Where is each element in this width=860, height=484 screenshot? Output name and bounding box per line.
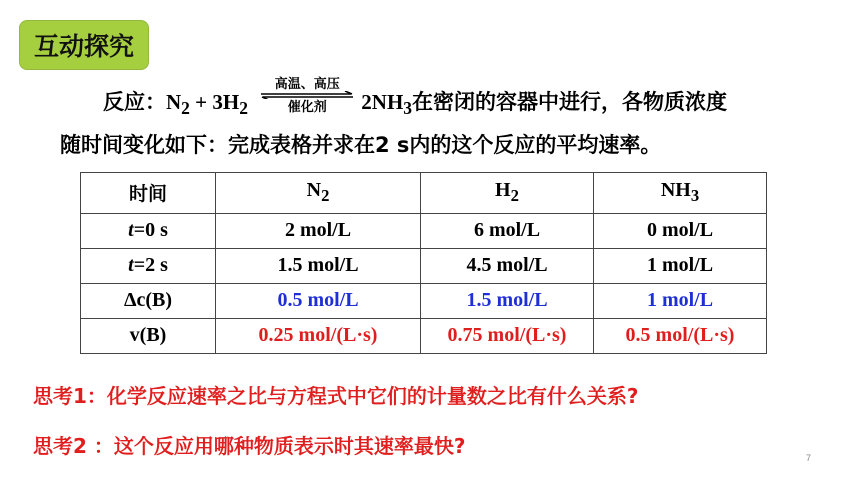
reaction-condition-bottom: 催化剂 [287,100,327,115]
reaction-suffix: 在密闭的容器中进行，各物质浓度 [412,90,728,114]
table-cell: 0.5 mol/L [216,283,421,318]
reaction-condition-top: 高温、高压 [274,77,340,92]
table-cell: 0.75 mol/(L·s) [421,318,594,353]
problem-description: 随时间变化如下：完成表格并求在2 s内的这个反应的平均速率。 [60,133,662,157]
table-row [81,318,767,353]
question-2: 思考2 ：这个反应用哪种物质表示时其速率最快? [33,434,466,458]
table-row [81,283,767,318]
row-label: t=0 s [81,213,216,248]
table-row [81,248,767,283]
table-header-row [81,173,767,214]
reaction-equation [103,77,728,123]
table-cell: 0.25 mol/(L·s) [216,318,421,353]
product: $2NH_3$ [361,90,413,119]
table-cell: 6 mol/L [421,213,594,248]
table-header-cell: $N_2$ [216,173,421,214]
table-cell: 0.5 mol/(L·s) [594,318,767,353]
table-cell: 1 mol/L [594,283,767,318]
table-cell: 1 mol/L [594,248,767,283]
row-label: t=2 s [81,248,216,283]
section-badge-label: 互动探究 [33,32,134,61]
table-header-cell: 时间 [81,173,216,214]
table-cell: 1.5 mol/L [216,248,421,283]
table-header-cell: $NH_3$ [594,173,767,214]
table-header-cell: $H_2$ [421,173,594,214]
reaction-prefix: 反应： [103,90,166,114]
question-1: 思考1：化学反应速率之比与方程式中它们的计量数之比有什么关系? [33,384,639,408]
table-cell: 1.5 mol/L [421,283,594,318]
concentration-table [80,172,767,354]
section-badge [19,20,149,70]
table-row [81,213,767,248]
reactants: $N_2 + 3H_2$ [166,90,248,119]
page-number: 7 [806,453,812,463]
row-label: v(B) [81,318,216,353]
table-cell: 0 mol/L [594,213,767,248]
row-label: Δc(B) [81,283,216,318]
reaction-arrow [259,75,355,115]
table-cell: 4.5 mol/L [421,248,594,283]
table-cell: 2 mol/L [216,213,421,248]
